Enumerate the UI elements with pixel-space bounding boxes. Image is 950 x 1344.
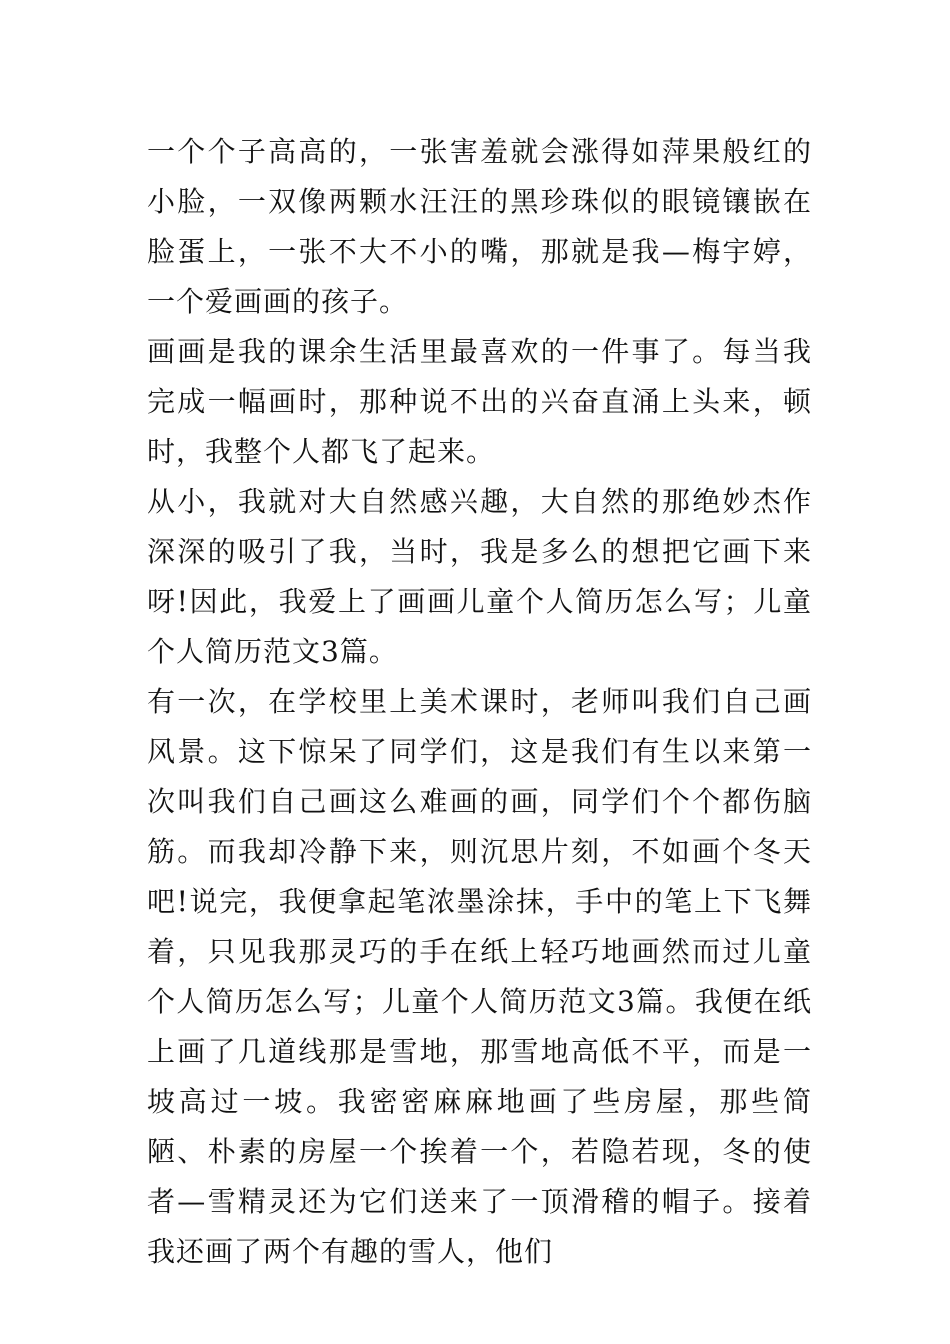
document-body: [147, 127, 812, 1277]
paragraph-2: 画画是我的课余生活里最喜欢的一件事了。每当我完成一幅画时，那种说不出的兴奋直涌上头来，顿时，我整个人都飞了起来。: [147, 335, 812, 468]
paragraph-1: 一个个子高高的，一张害羞就会涨得如萍果般红的小脸，一双像两颗水汪汪的黑珍珠似的眼镜镶嵌在脸蛋上，一张不大不小的嘴，那就是我—梅宇婷，一个爱画画的孩子。: [147, 135, 812, 318]
paragraph-3: 从小，我就对大自然感兴趣，大自然的那绝妙杰作深深的吸引了我，当时，我是多么的想把它画下来呀!因此，我爱上了画画儿童个人简历怎么写；儿童个人简历范文3篇。: [147, 485, 812, 668]
paragraph-4: 有一次，在学校里上美术课时，老师叫我们自己画风景。这下惊呆了同学们，这是我们有生以来第一次叫我们自己画这么难画的画，同学们个个都伤脑筋。而我却冷静下来，则沉思片刻，不如画个冬天吧!说完，我便拿起笔浓墨涂抹，手中的笔上下飞舞着，只见我那灵巧的手在纸上轻巧地画然而过儿童个人简历怎么写；儿童个人简历范文3篇。我便在纸上画了几道线那是雪地，那雪地高低不平，而是一坡高过一坡。我密密麻麻地画了些房屋，那些简陋、朴素的房屋一个挨着一个，若隐若现，冬的使者—雪精灵还为它们送来了一顶滑稽的帽子。接着我还画了两个有趣的雪人，他们: [147, 685, 812, 1268]
